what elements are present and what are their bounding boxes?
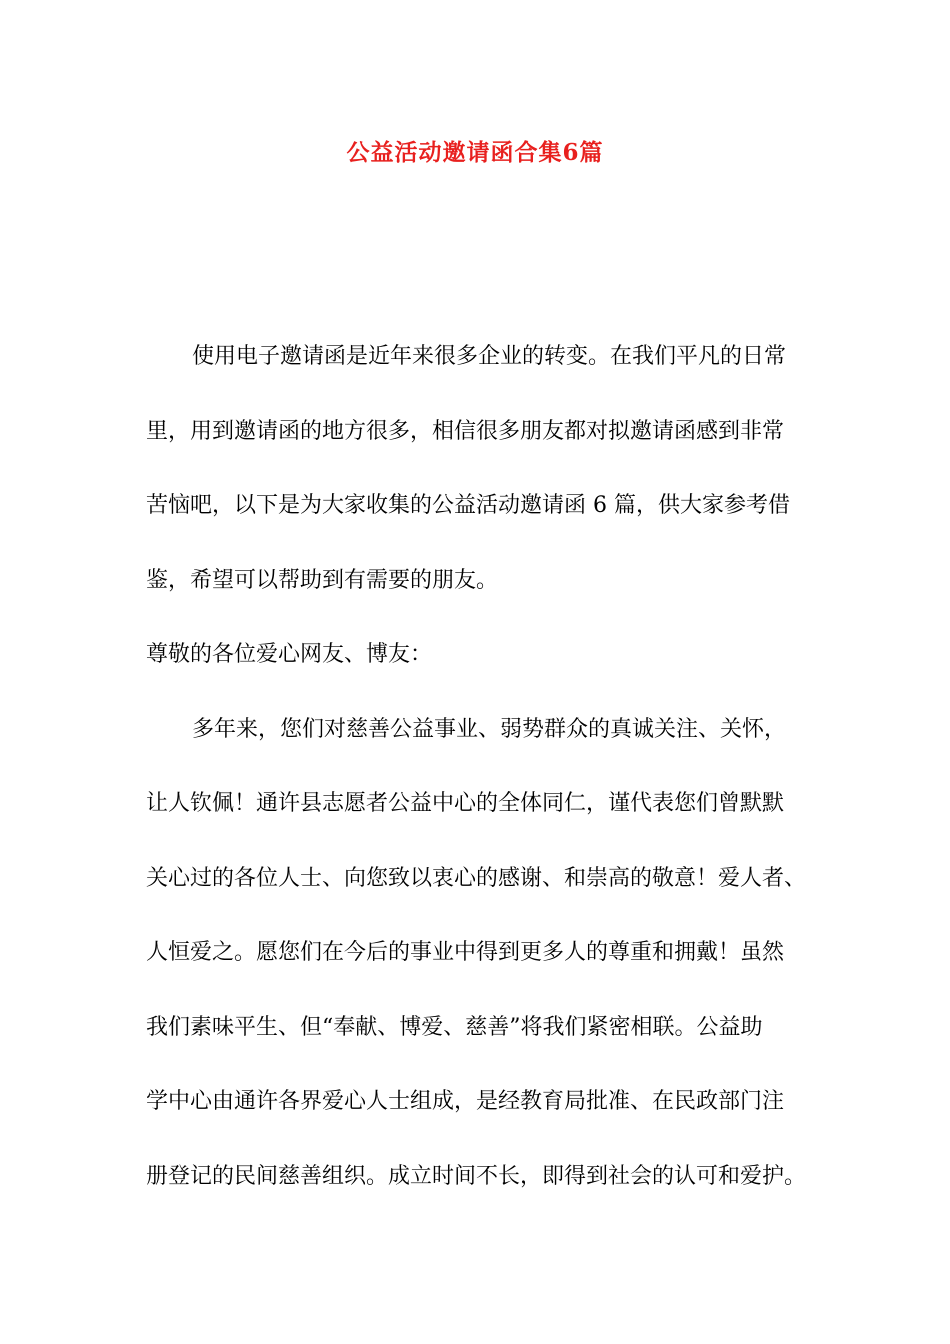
salutation-line: 尊敬的各位爱心网友、博友： xyxy=(146,642,433,667)
text-line: 学中心由通许各界爱心人士组成，是经教育局批准、在民政部门注 xyxy=(146,1089,785,1114)
text-line: 人恒爱之。愿您们在今后的事业中得到更多人的尊重和拥戴！虽然 xyxy=(146,940,785,965)
text-line: 册登记的民间慈善组织。成立时间不长，即得到社会的认可和爱护。 xyxy=(146,1163,807,1189)
text-line: 多年来，您们对慈善公益事业、弱势群众的真诚关注、关怀， xyxy=(192,716,787,742)
text-line: 我们素味平生、但“奉献、博爱、慈善”将我们紧密相联。公益助 xyxy=(146,1014,763,1040)
text-line: 里，用到邀请函的地方很多，相信很多朋友都对拟邀请函感到非常 xyxy=(146,418,785,444)
text-line: 关心过的各位人士、向您致以衷心的感谢、和崇高的敬意！爱人者、 xyxy=(146,865,807,891)
document-body xyxy=(146,320,812,1214)
text-line: 让人钦佩！通许县志愿者公益中心的全体同仁，谨代表您们曾默默 xyxy=(146,791,785,816)
text-line: 苦恼吧，以下是为大家收集的公益活动邀请函 6 篇，供大家参考借 xyxy=(146,493,790,518)
document-title: 公益活动邀请函合集6篇 xyxy=(346,139,604,166)
text-line: 使用电子邀请函是近年来很多企业的转变。在我们平凡的日常 xyxy=(192,344,787,369)
text-line: 鉴，希望可以帮助到有需要的朋友。 xyxy=(146,567,499,593)
